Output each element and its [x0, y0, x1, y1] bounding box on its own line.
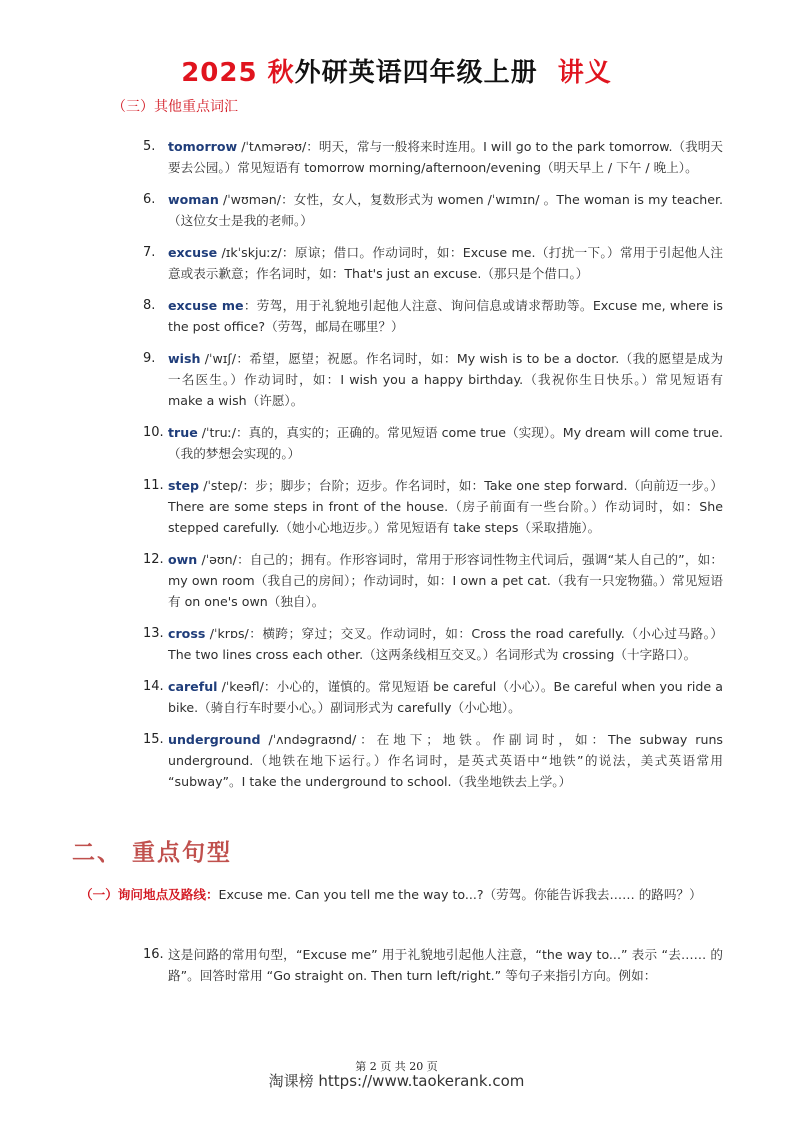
vocab-definition: /ˈwʊmən/：女性，女人，复数形式为 women /ˈwɪmɪn/ 。The woman is my teacher.（这位女士是我的老师。）	[168, 192, 723, 228]
vocab-definition: /ˈkrɒs/：横跨；穿过；交叉。作动词时，如：Cross the road carefully.（小心过马路。）The two lines cross each other.（这两条线相互交叉。）名词形式为 crossing（十字路口）。	[168, 626, 723, 662]
sentence-pattern-text: Excuse me. Can you tell me the way to...?（劳驾。你能告诉我去…… 的路吗？）	[218, 887, 702, 902]
title-handout: 讲义	[557, 58, 612, 88]
vocab-section-heading: （三）其他重点词汇	[112, 99, 238, 115]
vocab-word: own	[168, 552, 198, 567]
item-text	[168, 729, 723, 792]
title-year: 2025 秋	[181, 58, 295, 88]
item-number: 8.	[143, 298, 156, 313]
vocab-definition: /ˈkeəfl/：小心的，谨慎的。常见短语 be careful（小心）。Be careful when you ride a bike.（骑自行车时要小心。）副词形式为 carefully（小心地）。	[168, 679, 723, 715]
footer-website: 淘课榜 https://www.taokerank.com	[268, 1072, 525, 1090]
vocab-list	[143, 136, 723, 803]
vocab-definition: /ˈtʌmərəʊ/：明天，常与一般将来时连用。I will go to the park tomorrow.（我明天要去公园。）常见短语有 tomorrow morning/afternoon/evening（明天早上 / 下午 / 晚上）。	[168, 139, 723, 175]
item-number: 6.	[143, 192, 156, 207]
item-number: 13.	[143, 626, 164, 641]
item-text	[168, 295, 723, 337]
sentence-pattern-label: （一）询问地点及路线：	[80, 887, 219, 902]
vocab-word: careful	[168, 679, 218, 694]
vocab-word: excuse me	[168, 298, 244, 313]
vocab-definition: /ˈʌndəgraʊnd/：在地下；地铁。作副词时，如：The subway runs underground.（地铁在地下运行。）作名词时，是英式英语中“地铁”的说法，美式英语常用 “subway”。I take the underground to school.（我坐地铁去上学。）	[168, 732, 723, 789]
item-text	[168, 189, 723, 231]
vocab-definition: /ˈtruː/：真的，真实的；正确的。常见短语 come true（实现）。My dream will come true.（我的梦想会实现的。）	[168, 425, 723, 461]
item-number: 7.	[143, 245, 156, 260]
page-title	[0, 52, 793, 89]
list-item	[143, 623, 723, 665]
item-text	[168, 348, 723, 411]
list-item	[143, 295, 723, 337]
item-number: 5.	[143, 139, 156, 154]
item-text	[168, 136, 723, 178]
vocab-word: underground	[168, 732, 261, 747]
item-number: 15.	[143, 732, 164, 747]
list-item	[143, 242, 723, 284]
list-item	[143, 422, 723, 464]
vocab-word: woman	[168, 192, 219, 207]
sentence-section-heading: 二、 重点句型	[72, 839, 233, 866]
item-text: 这是问路的常用句型，“Excuse me” 用于礼貌地引起他人注意，“the way to...” 表示 “去…… 的路”。回答时常用 “Go straight on. Then turn left/right.” 等句子来指引方向。例如：	[168, 947, 723, 983]
vocab-word: step	[168, 478, 200, 493]
page-number: 第 2 页 共 20 页	[355, 1060, 438, 1073]
vocab-word: tomorrow	[168, 139, 238, 154]
vocab-definition: /ˈstep/：步；脚步；台阶；迈步。作名词时，如：Take one step forward.（向前迈一步。）There are some steps in front of the house.（房子前面有一些台阶。）作动词时，如：She stepped carefully.（她小心地迈步。）常见短语有 take steps（采取措施）。	[168, 478, 723, 535]
item-text	[168, 242, 723, 284]
list-item	[143, 944, 723, 986]
list-item	[143, 676, 723, 718]
title-course: 外研英语四年级上册	[294, 58, 538, 88]
item-number: 11.	[143, 478, 164, 493]
list-item	[143, 549, 723, 612]
item-number: 9.	[143, 351, 156, 366]
vocab-definition: /ɪkˈskjuːz/：原谅；借口。作动词时，如：Excuse me.（打扰一下。）常用于引起他人注意或表示歉意；作名词时，如：That's just an excuse.（那只是个借口。）	[168, 245, 723, 281]
item-text	[168, 475, 723, 538]
list-item	[143, 136, 723, 178]
vocab-word: true	[168, 425, 198, 440]
item-text	[168, 549, 723, 612]
vocab-definition: /ˈəʊn/：自己的；拥有。作形容词时，常用于形容词性物主代词后，强调“某人自己的”，如：my own room（我自己的房间）；作动词时，如：I own a pet cat.（我有一只宠物猫。）常见短语有 on one's own（独自）。	[168, 552, 723, 609]
list-item	[143, 189, 723, 231]
list-item	[143, 729, 723, 792]
vocab-word: wish	[168, 351, 201, 366]
item-text	[168, 676, 723, 718]
vocab-word: cross	[168, 626, 206, 641]
item-text	[168, 422, 723, 464]
item-text	[168, 623, 723, 665]
item-number: 10.	[143, 425, 164, 440]
vocab-word: excuse	[168, 245, 218, 260]
list-item	[143, 475, 723, 538]
item-number: 14.	[143, 679, 164, 694]
item-number: 16.	[143, 947, 164, 962]
vocab-definition: /ˈwɪʃ/：希望，愿望；祝愿。作名词时，如：My wish is to be a doctor.（我的愿望是成为一名医生。）作动词时，如：I wish you a happy birthday.（我祝你生日快乐。）常见短语有 make a wish（许愿）。	[168, 351, 723, 408]
list-item	[143, 348, 723, 411]
sentence-pattern-1	[80, 884, 723, 905]
item-number: 12.	[143, 552, 164, 567]
vocab-definition: ：劳驾，用于礼貌地引起他人注意、询问信息或请求帮助等。Excuse me, where is the post office?（劳驾，邮局在哪里？）	[168, 298, 723, 334]
